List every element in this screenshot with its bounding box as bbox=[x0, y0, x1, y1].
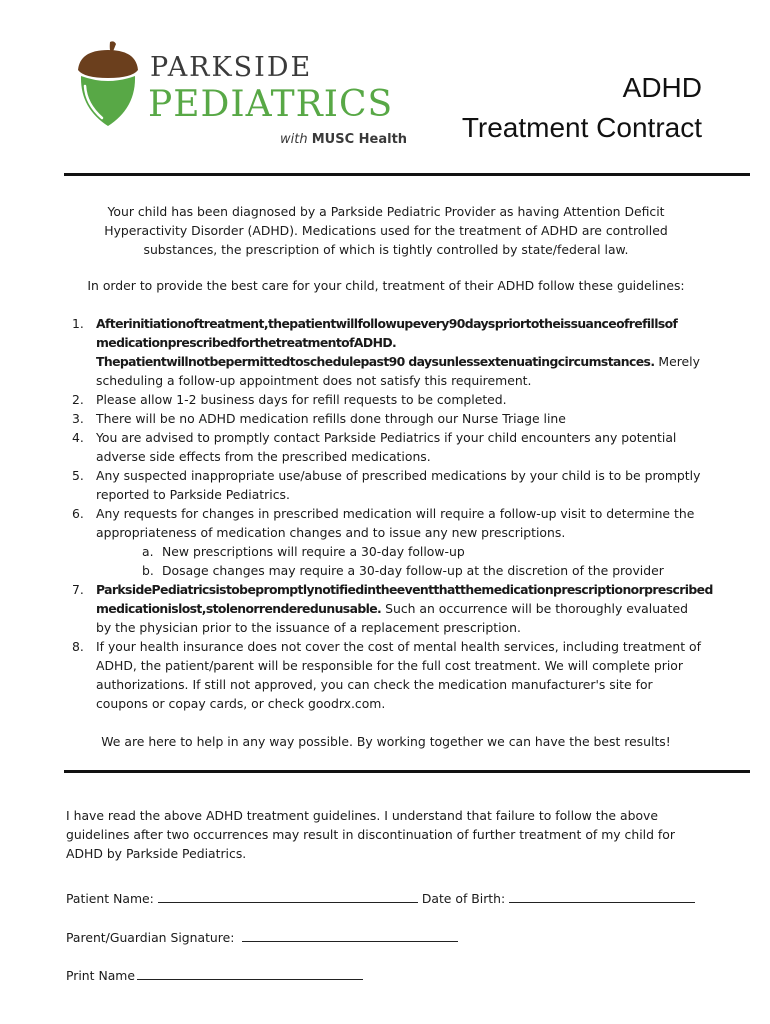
guideline-text: You are advised to promptly contact Parkside Pediatrics if your child encounters any potential adverse side effects from the prescribed medications. bbox=[96, 430, 677, 464]
patient-name-label: Patient Name: bbox=[66, 891, 154, 906]
guideline-bold: ParksidePediatricsistobepromptlynotifiedintheeventthatthemedicationprescriptionorprescribed medicationislost,stolenorrenderedunusable. bbox=[96, 582, 713, 616]
sub-item bbox=[142, 561, 702, 580]
guideline-text: Merely scheduling a follow-up appointment does not satisfy this requirement. bbox=[96, 354, 700, 388]
brand-line-1: PARKSIDE bbox=[150, 52, 313, 83]
guideline-number: 5. bbox=[72, 468, 84, 483]
page-title bbox=[462, 68, 702, 148]
guideline-item bbox=[66, 409, 702, 428]
title-line-1: ADHD bbox=[622, 72, 702, 103]
guideline-text: If your health insurance does not cover the cost of mental health services, including treatment of ADHD, the patient/parent will be responsible for the full cost treatment. We will complete prior authorizations. If still not approved, you can check the medication manufacturer's site for coupons or copay cards, or check goodrx.com. bbox=[96, 639, 701, 711]
guideline-text: There will be no ADHD medication refills done through our Nurse Triage line bbox=[96, 411, 566, 426]
signature-row bbox=[66, 928, 462, 945]
guideline-item bbox=[66, 504, 702, 580]
closing-statement: We are here to help in any way possible. By working together we can have the best results! bbox=[101, 734, 671, 749]
signature-label: Parent/Guardian Signature: bbox=[66, 930, 235, 945]
guidelines-list bbox=[66, 314, 713, 713]
brand-line-2: PEDIATRICS bbox=[148, 84, 394, 125]
sub-item-letter: b. bbox=[142, 563, 154, 578]
sub-item-text: Dosage changes may require a 30-day follow-up at the discretion of the provider bbox=[162, 563, 664, 578]
acknowledgement-paragraph: I have read the above ADHD treatment guidelines. I understand that failure to follow the above guidelines after two occurrences may result in discontinuation of further treatment of my child for ADHD by Parkside Pediatrics. bbox=[66, 808, 675, 861]
guideline-text: Such an occurrence will be thoroughly evaluated by the physician prior to the issuance of a replacement prescription. bbox=[96, 601, 688, 635]
print-name-label: Print Name bbox=[66, 968, 135, 983]
guideline-number: 4. bbox=[72, 430, 84, 445]
guideline-bold: Afterinitiationoftreatment,thepatientwillfollowupevery90dayspriortotheissuanceofrefillsof medicationprescribedforthetreatmentofADHD. Thepatientwillnotbepermittedtoschedulepast90 daysunlessextenuatingcircumstances. bbox=[96, 316, 678, 369]
guideline-item bbox=[66, 314, 702, 390]
guideline-number: 6. bbox=[72, 506, 84, 521]
dob-label: Date of Birth: bbox=[421, 891, 506, 906]
guideline-number: 1. bbox=[72, 316, 84, 331]
tagline-brand: MUSC Health bbox=[311, 132, 408, 147]
middle-divider bbox=[64, 770, 750, 773]
sub-item-text: New prescriptions will require a 30-day follow-up bbox=[162, 544, 465, 559]
guideline-number: 2. bbox=[72, 392, 84, 407]
dob-field[interactable] bbox=[509, 889, 695, 903]
guideline-item bbox=[66, 390, 702, 409]
top-divider bbox=[64, 173, 750, 176]
guideline-item bbox=[66, 580, 713, 637]
guidelines-lead: In order to provide the best care for your child, treatment of their ADHD follow these guidelines: bbox=[87, 278, 685, 293]
intro-paragraph: Your child has been diagnosed by a Parkside Pediatric Provider as having Attention Deficit Hyperactivity Disorder (ADHD). Medications used for the treatment of ADHD are controlled substances, the prescription of which is tightly controlled by state/federal law. bbox=[104, 204, 668, 257]
guideline-number: 8. bbox=[72, 639, 84, 654]
patient-info-row bbox=[66, 889, 699, 906]
patient-name-field[interactable] bbox=[158, 889, 418, 903]
guideline-text: Any requests for changes in prescribed medication will require a follow-up visit to determine the appropriateness of medication changes and to issue any new prescriptions. bbox=[96, 506, 695, 540]
title-line-2: Treatment Contract bbox=[461, 112, 702, 143]
sub-item bbox=[142, 542, 702, 561]
brand-tagline bbox=[280, 132, 407, 147]
print-name-row bbox=[66, 966, 367, 983]
guideline-text: Please allow 1-2 business days for refill requests to be completed. bbox=[96, 392, 507, 407]
acorn-icon bbox=[72, 38, 142, 128]
logo bbox=[72, 38, 408, 148]
guideline-item bbox=[66, 428, 702, 466]
guideline-sublist bbox=[96, 542, 702, 580]
guideline-text: Any suspected inappropriate use/abuse of prescribed medications by your child is to be promptly reported to Parkside Pediatrics. bbox=[96, 468, 701, 502]
signature-field[interactable] bbox=[242, 928, 458, 942]
print-name-field[interactable] bbox=[137, 966, 363, 980]
sub-item-letter: a. bbox=[142, 544, 154, 559]
guideline-item bbox=[66, 466, 702, 504]
tagline-prefix: with bbox=[280, 132, 308, 147]
guideline-number: 3. bbox=[72, 411, 84, 426]
guideline-number: 7. bbox=[72, 582, 84, 597]
guideline-item bbox=[66, 637, 702, 713]
